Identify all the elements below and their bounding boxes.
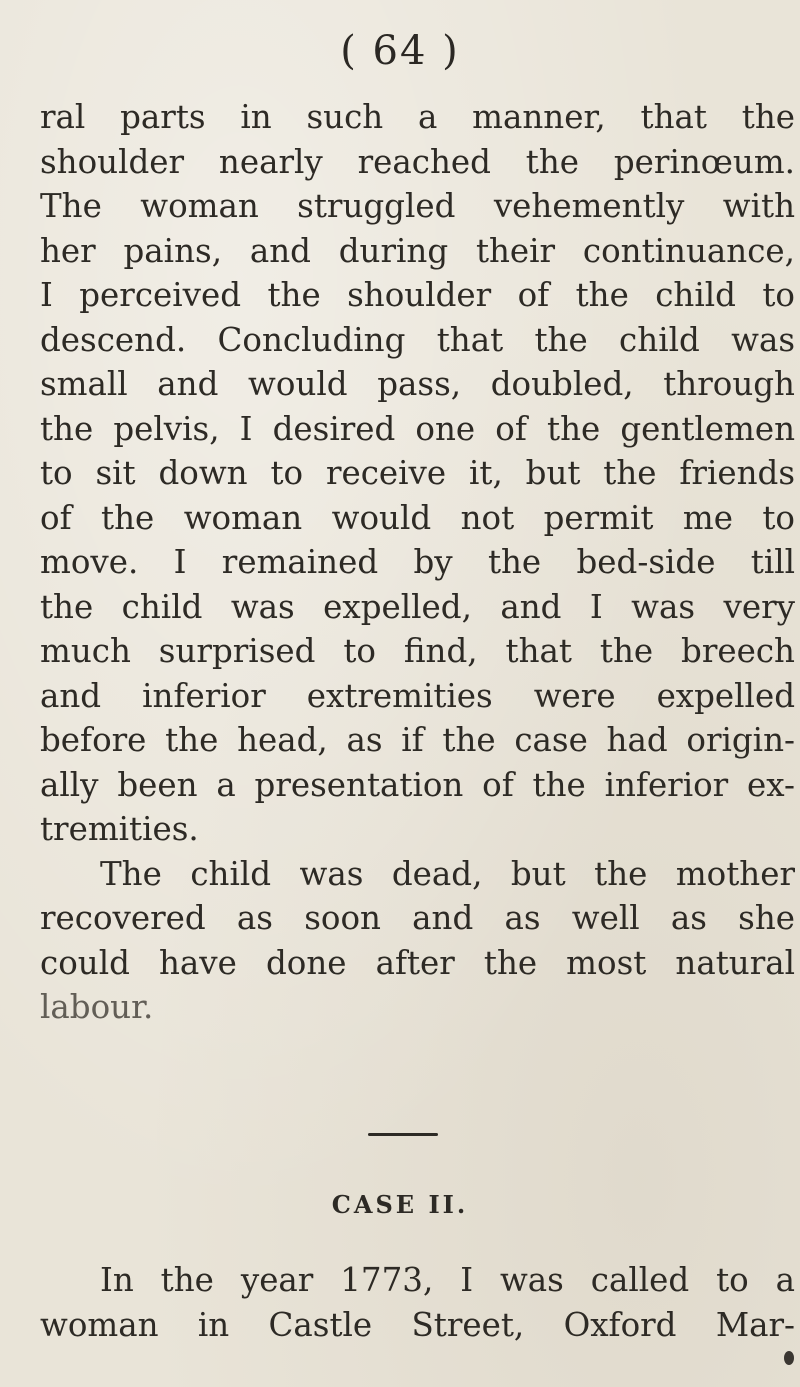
case-text [40,1258,795,1347]
text-line: shoulder nearly reached the perinœum. [40,142,795,181]
text-line: The child was dead, but the mother [100,854,795,893]
text-line: The woman struggled vehemently with [40,187,795,225]
text-line: of the woman would not permit me to [40,498,795,537]
text-line: to sit down to receive it, but the friends [40,454,795,492]
text-line: woman in Castle Street, Oxford Mar- [40,1305,795,1344]
text-line: and inferior extremities were expelled [40,676,795,715]
section-divider [368,1133,438,1136]
text-line: labour. [40,988,154,1026]
page-number: ( 64 ) [340,28,460,74]
text-line: I perceived the shoulder of the child to [40,276,795,314]
text-line: descend. Concluding that the child was [40,320,795,359]
case-heading: CASE II. [331,1190,469,1219]
text-line: the pelvis, I desired one of the gentlemen [40,409,795,448]
text-line: small and would pass, doubled, through [40,365,795,403]
text-line: ral parts in such a manner, that the [40,98,795,136]
ink-mark [784,1351,794,1365]
text-line: the child was expelled, and I was very [40,587,795,626]
text-line: much surprised to find, that the breech [40,632,795,670]
text-line: move. I remained by the bed-side till [40,543,795,581]
text-line: could have done after the most natural [40,943,795,982]
text-line: tremities. [40,810,199,848]
text-line: before the head, as if the case had origin- [40,721,795,759]
text-line: her pains, and during their continuance, [40,231,795,270]
text-line: In the year 1773, I was called to a [100,1261,795,1299]
body-text [40,95,795,1030]
text-line: ally been a presentation of the inferior ex- [40,765,795,804]
text-line: recovered as soon and as well as she [40,899,795,937]
